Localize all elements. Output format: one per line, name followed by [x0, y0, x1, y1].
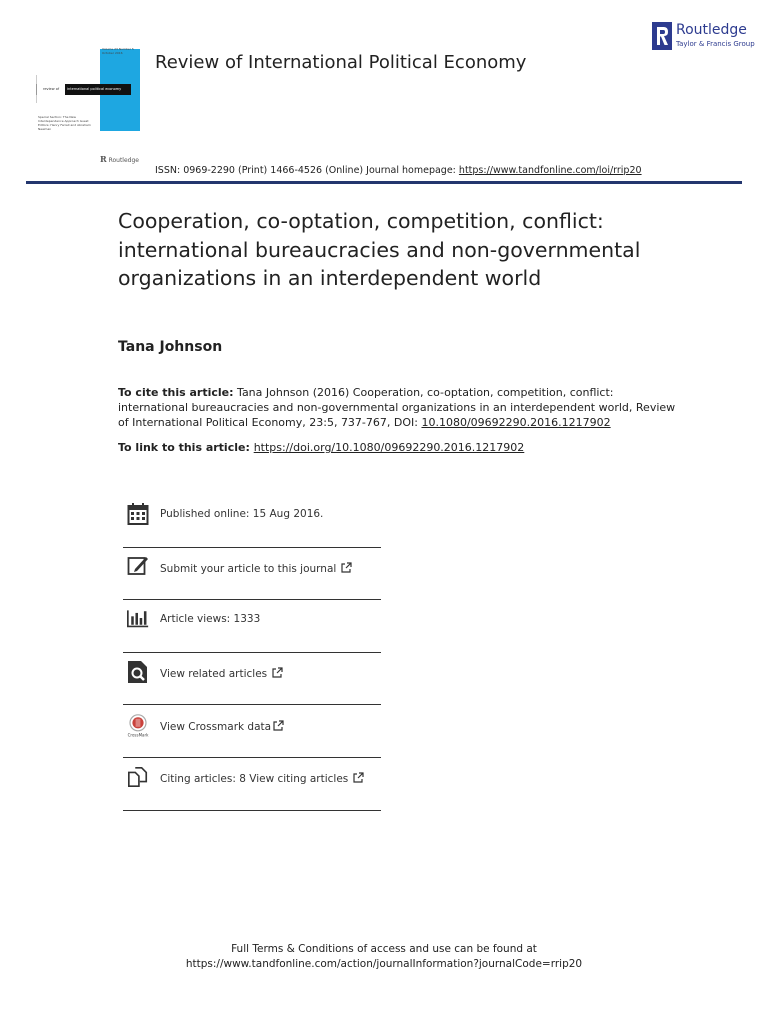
external-link-icon	[273, 720, 284, 731]
related-articles-label[interactable]	[160, 667, 283, 680]
cover-top-text: Volume 23 Number 5 October 2016	[102, 47, 134, 55]
publisher-subtitle: Taylor & Francis Group	[676, 40, 755, 48]
footer-line-1: Full Terms & Conditions of access and use can be found at	[231, 943, 537, 955]
footer	[0, 942, 768, 972]
crossmark-text: View Crossmark data	[160, 721, 272, 733]
routledge-r-icon	[652, 22, 672, 50]
link-label: To link to this article:	[118, 441, 254, 454]
issn-text: ISSN: 0969-2290 (Print) 1466-4526 (Online) Journal homepage:	[155, 165, 459, 176]
footer-terms-link[interactable]: https://www.tandfonline.com/action/journalInformation?journalCode=rrip20	[185, 958, 583, 970]
issn-line	[155, 165, 642, 176]
published-online-item	[123, 494, 381, 547]
journal-homepage-link[interactable]: https://www.tandfonline.com/loi/rrip20	[458, 165, 642, 176]
citation-block	[118, 385, 678, 430]
article-url-link[interactable]: https://doi.org/10.1080/09692290.2016.1217902	[253, 441, 525, 454]
cite-label: To cite this article:	[118, 386, 234, 399]
external-link-icon	[353, 772, 364, 783]
external-link-icon	[341, 562, 352, 573]
svg-text:CrossMark: CrossMark	[127, 732, 149, 738]
article-link-block	[118, 440, 678, 455]
cover-publisher-mark: R	[100, 154, 107, 164]
crossmark-icon	[127, 714, 149, 738]
cover-title-band	[36, 84, 131, 95]
article-title: Cooperation, co-optation, competition, conflict: international bureaucracies and non-governmental organizations in an interdependent world	[118, 209, 641, 290]
crossmark-label[interactable]	[160, 720, 284, 733]
external-link-icon	[272, 667, 283, 678]
cover-band-left: review of	[43, 87, 60, 91]
divider	[123, 704, 381, 705]
published-online-label: Published online: 15 Aug 2016.	[160, 508, 324, 520]
related-articles-item[interactable]	[123, 653, 381, 706]
divider	[123, 810, 381, 811]
edit-icon	[127, 554, 149, 578]
header-divider	[26, 181, 742, 184]
related-articles-text: View related articles	[160, 668, 268, 680]
citing-articles-text: Citing articles: 8 View citing articles	[160, 773, 349, 785]
routledge-logo	[652, 22, 755, 52]
bar-chart-icon	[127, 606, 149, 630]
publisher-name: Routledge	[676, 22, 747, 38]
crossmark-item[interactable]	[123, 706, 381, 759]
article-author: Tana Johnson	[118, 339, 223, 355]
search-document-icon	[127, 660, 149, 684]
cover-publisher	[100, 154, 139, 164]
cover-publisher-label: Routledge	[108, 157, 139, 164]
article-views-label: Article views: 1333	[160, 613, 261, 625]
citing-articles-label[interactable]	[160, 772, 364, 785]
citing-icon	[127, 765, 149, 789]
doi-link[interactable]: 10.1080/09692290.2016.1217902	[421, 416, 611, 429]
cite-text: Tana Johnson (2016) Cooperation, co-optation, competition, conflict: international bureaucracies and non-governmental organizations in an interdependent world, Review of International Political Economy, 23:5, 737-767, DOI:	[118, 386, 676, 429]
journal-title[interactable]: Review of International Political Economy	[155, 52, 527, 73]
cover-side-text: Special Section: The New Interdependence Approach Guest Editors: Henry Farrell and Abraham Newman	[38, 115, 91, 131]
submit-article-text: Submit your article to this journal	[160, 563, 337, 575]
article-views-item	[123, 600, 381, 653]
cover-band-right: international political economy	[67, 87, 122, 91]
submit-article-label[interactable]	[160, 562, 352, 575]
citing-articles-item[interactable]	[123, 758, 381, 811]
journal-cover-thumbnail	[36, 45, 140, 145]
calendar-icon	[127, 502, 149, 526]
submit-article-item[interactable]	[123, 548, 381, 601]
